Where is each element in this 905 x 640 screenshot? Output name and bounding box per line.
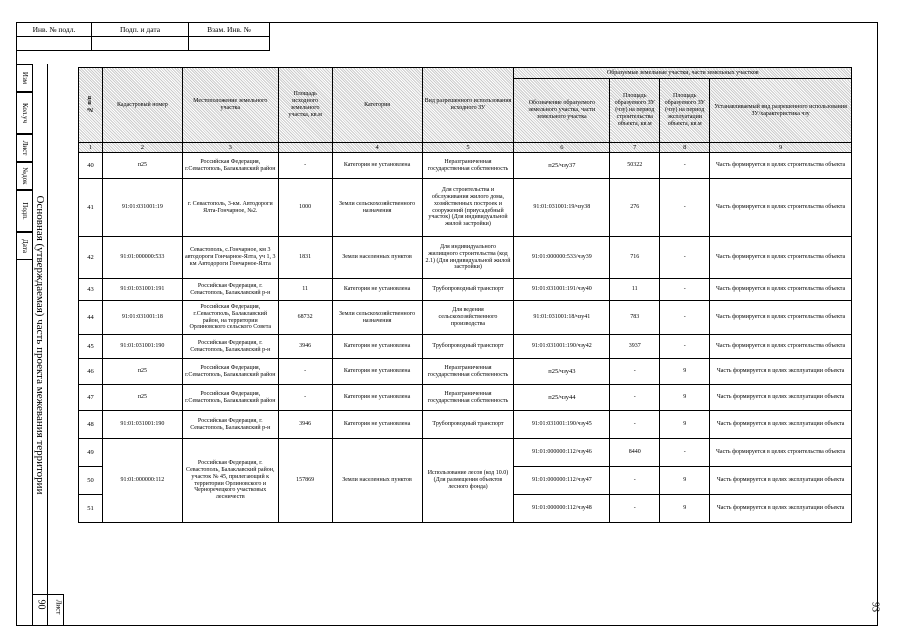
col-number-blank (278, 143, 332, 153)
cadastral-number: 91:01:031001:18 (102, 301, 182, 335)
category: Земли сельскохозяйственного назначения (332, 179, 422, 237)
category: Категория не установлена (332, 411, 422, 439)
operation-area: 9 (660, 467, 710, 495)
permitted-use: Неразграниченная государственная собственность (422, 385, 514, 411)
row-number: 51 (79, 495, 103, 523)
data-cell: Дата (16, 232, 32, 260)
page-number: 93 (869, 602, 881, 612)
location: Российская Федерация, г.Севастополь, Балаклавский район (182, 153, 278, 179)
construction-area: 8440 (610, 439, 660, 467)
col-number: 9 (710, 143, 852, 153)
area: - (278, 385, 332, 411)
plot-characteristic: Часть формируется в целях эксплуатации объекта (710, 385, 852, 411)
cadastral-number: 91:01:031001:191 (102, 279, 182, 301)
category: Земли сельскохозяйственного назначения (332, 301, 422, 335)
podp-cell: Подп. (16, 190, 32, 232)
plot-characteristic: Часть формируется в целях строительства объекта (710, 237, 852, 279)
cadastral-number: п25 (102, 359, 182, 385)
category: Категория не установлена (332, 359, 422, 385)
land-plots-table (78, 67, 852, 523)
permitted-use: Трубопроводный транспорт (422, 279, 514, 301)
plot-designation: 91:01:000000:533/чзу39 (514, 237, 610, 279)
operation-area: - (660, 237, 710, 279)
plot-characteristic: Часть формируется в целях строительства объекта (710, 179, 852, 237)
plot-designation: 91:01:000000:112/чзу48 (514, 495, 610, 523)
area: - (278, 153, 332, 179)
construction-area: 783 (610, 301, 660, 335)
operation-area: - (660, 153, 710, 179)
header-pl-zu: Площадь образуемого ЗУ (чзу) на период строительства объекта, кв.м (610, 79, 660, 143)
table-row (79, 279, 852, 301)
plot-designation: 91:01:031001:18/чзу41 (514, 301, 610, 335)
header-loc: Местоположение земельного участка (182, 68, 278, 143)
permitted-use: Неразграниченная государственная собственность (422, 153, 514, 179)
row-number: 48 (79, 411, 103, 439)
col-number: 2 (102, 143, 182, 153)
row-number: 50 (79, 467, 103, 495)
col-number: 6 (514, 143, 610, 153)
location: Российская Федерация, г. Севастополь, Балаклавский р-н (182, 411, 278, 439)
operation-area: 9 (660, 411, 710, 439)
col-number: 4 (332, 143, 422, 153)
ndok-cell: №док (16, 162, 32, 190)
cadastral-number: 91:01:031001:190 (102, 411, 182, 439)
podp-data-label: Подп. и дата (92, 23, 189, 37)
col-number: 8 (660, 143, 710, 153)
cadastral-number: 91:01:000000:533 (102, 237, 182, 279)
plot-designation: 91:01:031001:191/чзу40 (514, 279, 610, 301)
permitted-use: Трубопроводный транспорт (422, 411, 514, 439)
table-row (79, 359, 852, 385)
row-number: 41 (79, 179, 103, 237)
header-num: № п/п (79, 68, 103, 143)
construction-area: 50322 (610, 153, 660, 179)
operation-area: - (660, 335, 710, 359)
row-number: 46 (79, 359, 103, 385)
header-use: Вид разрешенного использования исходного ЗУ (422, 68, 514, 143)
plot-designation: 91:01:031001:190/чзу45 (514, 411, 610, 439)
plot-designation: п25/чзу43 (514, 359, 610, 385)
col-number: 1 (79, 143, 103, 153)
location: Российская Федерация, г. Севастополь, Балаклавский р-н (182, 335, 278, 359)
plot-characteristic: Часть формируется в целях строительства объекта (710, 279, 852, 301)
area: 68732 (278, 301, 332, 335)
construction-area: - (610, 467, 660, 495)
operation-area: - (660, 179, 710, 237)
construction-area: 11 (610, 279, 660, 301)
construction-area: - (610, 411, 660, 439)
permitted-use: Неразграниченная государственная собственность (422, 359, 514, 385)
location: Севастополь, с.Гончарное, км 3 автодороги Гончарное-Ялта, уч 1, 3 км Автодороги Гончарное-Ялта (182, 237, 278, 279)
inv-podl-label: Инв. № подл. (17, 23, 92, 37)
operation-area: 9 (660, 385, 710, 411)
list-cell: Лист (16, 134, 32, 162)
row-number: 45 (79, 335, 103, 359)
category: Категория не установлена (332, 335, 422, 359)
header-cad: Кадастровый номер (102, 68, 182, 143)
construction-area: - (610, 359, 660, 385)
area: 1831 (278, 237, 332, 279)
operation-area: - (660, 279, 710, 301)
table-row (79, 179, 852, 237)
location: Российская Федерация, г.Севастополь, Балаклавский район, на территории Орлиновского сельского Совета (182, 301, 278, 335)
location: Российская Федерация, г.Севастополь, Балаклавский район (182, 385, 278, 411)
row-number: 42 (79, 237, 103, 279)
cadastral-number: 91:01:031001:190 (102, 335, 182, 359)
cadastral-number: п25 (102, 153, 182, 179)
category: Категория не установлена (332, 385, 422, 411)
top-stamp (16, 22, 270, 51)
row-number: 40 (79, 153, 103, 179)
permitted-use: Использование лесов (код 10.0) (Для размещения объектов лесного фонда) (422, 439, 514, 523)
area: 11 (278, 279, 332, 301)
area: 1000 (278, 179, 332, 237)
cadastral-number: 91:01:000000:112 (102, 439, 182, 523)
row-number: 44 (79, 301, 103, 335)
header-cat: Категория (332, 68, 422, 143)
category: Категория не установлена (332, 153, 422, 179)
operation-area: - (660, 301, 710, 335)
header-group: Образуемые земельные участки, части земельных участков (514, 68, 852, 79)
plot-characteristic: Часть формируется в целях эксплуатации объекта (710, 495, 852, 523)
table-row (79, 153, 852, 179)
location: Российская Федерация, г. Севастополь, Балаклавский район, участок № 45, прилегающий к территории Орлиновского и Черноречецкого участковых лесничеств (182, 439, 278, 523)
row-number: 43 (79, 279, 103, 301)
location: Российская Федерация, г. Севастополь, Балаклавский р-н (182, 279, 278, 301)
table-row (79, 301, 852, 335)
location: Российская Федерация, г.Севастополь, Балаклавский район (182, 359, 278, 385)
construction-area: - (610, 495, 660, 523)
area: 3946 (278, 335, 332, 359)
permitted-use: Для строительства и обслуживания жилого дома, хозяйственных построек и сооружений (приусадебный участок) (Для индивидуальной жилой застройки) (422, 179, 514, 237)
plot-characteristic: Часть формируется в целях эксплуатации объекта (710, 467, 852, 495)
plot-characteristic: Часть формируется в целях строительства объекта (710, 301, 852, 335)
category: Земли населенных пунктов (332, 237, 422, 279)
plot-characteristic: Часть формируется в целях эксплуатации объекта (710, 411, 852, 439)
plot-designation: 91:01:000000:112/чзу46 (514, 439, 610, 467)
construction-area: - (610, 385, 660, 411)
header-oboz: Обозначение образуемого земельного участка, части земельного участка (514, 79, 610, 143)
row-number: 47 (79, 385, 103, 411)
col-number: 7 (610, 143, 660, 153)
area: 157869 (278, 439, 332, 523)
header-area: Площадь исходного земельного участка, кв.м (278, 68, 332, 143)
header-vri: Устанавливаемый вид разрешенного использования ЗУ/характеристика чзу (710, 79, 852, 143)
sheet-number: 90 (35, 599, 47, 610)
operation-area: - (660, 439, 710, 467)
col-number: 5 (422, 143, 514, 153)
header-pl-exp: Площадь образуемого ЗУ (чзу) на период эксплуатации объекта, кв.м (660, 79, 710, 143)
table-row (79, 385, 852, 411)
left-strip (16, 64, 64, 626)
plot-designation: 91:01:031001:19/чзу38 (514, 179, 610, 237)
category: Категория не установлена (332, 279, 422, 301)
permitted-use: Трубопроводный транспорт (422, 335, 514, 359)
vzam-inv-label: Взам. Инв. № (189, 23, 270, 37)
cadastral-number: п25 (102, 385, 182, 411)
vertical-title: Основная (утверждаемая) часть проекта межевания территории (32, 64, 48, 626)
row-number: 49 (79, 439, 103, 467)
plot-designation: 91:01:000000:112/чзу47 (514, 467, 610, 495)
izm-cell: Изм (16, 64, 32, 92)
col-number: 3 (182, 143, 278, 153)
plot-characteristic: Часть формируется в целях строительства объекта (710, 439, 852, 467)
construction-area: 276 (610, 179, 660, 237)
permitted-use: Для индивидуального жилищного строительства (код 2.1) (Для индивидуальной жилой застройки) (422, 237, 514, 279)
construction-area: 716 (610, 237, 660, 279)
table-row (79, 411, 852, 439)
table-row (79, 237, 852, 279)
location: г. Севастополь, 3-км. Автодороги Ялта-Гончарное, №2. (182, 179, 278, 237)
permitted-use: Для ведения сельскохозяйственного производства (422, 301, 514, 335)
kol-uch-cell: Кол.уч (16, 92, 32, 134)
operation-area: 9 (660, 495, 710, 523)
plot-designation: 91:01:031001:190/чзу42 (514, 335, 610, 359)
category: Земли населенных пунктов (332, 439, 422, 523)
table-row (79, 335, 852, 359)
construction-area: 3937 (610, 335, 660, 359)
table-row (79, 439, 852, 467)
plot-characteristic: Часть формируется в целях строительства объекта (710, 153, 852, 179)
area: 3946 (278, 411, 332, 439)
plot-designation: п25/чзу44 (514, 385, 610, 411)
plot-designation: п25/чзу37 (514, 153, 610, 179)
plot-characteristic: Часть формируется в целях строительства объекта (710, 335, 852, 359)
cadastral-number: 91:01:031001:19 (102, 179, 182, 237)
plot-characteristic: Часть формируется в целях эксплуатации объекта (710, 359, 852, 385)
area: - (278, 359, 332, 385)
sheet-label: Лист (54, 599, 63, 615)
operation-area: 9 (660, 359, 710, 385)
sheet-box (32, 594, 64, 626)
